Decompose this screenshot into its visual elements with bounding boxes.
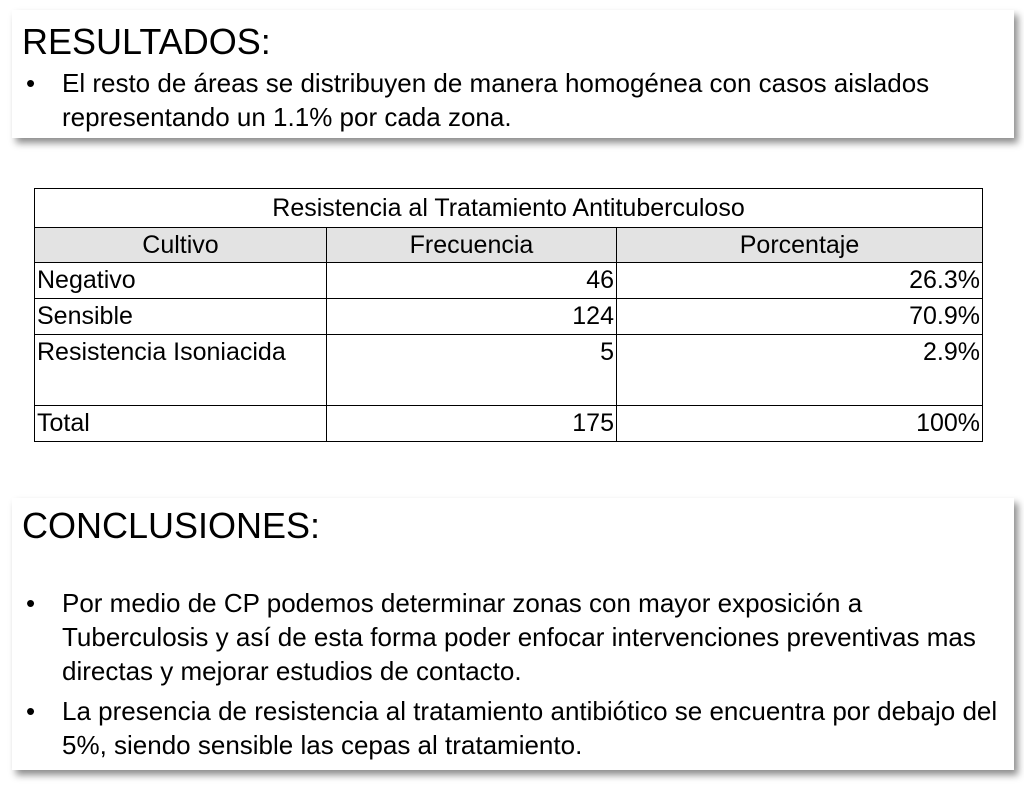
column-header-frecuencia: Frecuencia	[327, 228, 617, 263]
column-header-cultivo: Cultivo	[35, 228, 327, 263]
cell-frecuencia: 124	[327, 299, 617, 335]
cell-cultivo: Total	[35, 406, 327, 442]
cell-porcentaje: 70.9%	[617, 299, 983, 335]
cell-porcentaje: 2.9%	[617, 335, 983, 406]
resistance-table	[34, 188, 983, 442]
table-header-row	[35, 228, 983, 263]
conclusiones-bullet-text: Por medio de CP podemos determinar zonas con mayor exposición a Tuberculosis y así de esta forma poder enfocar intervenciones preventivas mas directas y mejorar estudios de contacto.	[62, 588, 976, 686]
resultados-bullet-text: El resto de áreas se distribuyen de manera homogénea con casos aislados representando un 1.1% por cada zona.	[62, 68, 930, 132]
resultados-heading: RESULTADOS:	[22, 21, 271, 62]
table-row	[35, 335, 983, 406]
cell-frecuencia: 46	[327, 263, 617, 299]
cell-cultivo: Sensible	[35, 299, 327, 335]
cell-porcentaje: 26.3%	[617, 263, 983, 299]
conclusiones-heading: CONCLUSIONES:	[22, 505, 321, 546]
conclusiones-bullet	[26, 586, 1004, 688]
table-title-row	[35, 189, 983, 228]
cell-frecuencia: 5	[327, 335, 617, 406]
table-row	[35, 263, 983, 299]
table-row	[35, 299, 983, 335]
table-row	[35, 406, 983, 442]
column-header-porcentaje: Porcentaje	[617, 228, 983, 263]
conclusiones-bullet	[26, 694, 1004, 762]
bullet-marker: •	[26, 68, 36, 98]
cell-cultivo: Resistencia Isoniacida	[35, 335, 327, 406]
resultados-bullet	[26, 66, 1004, 134]
conclusiones-box	[12, 498, 1014, 770]
bullet-marker: •	[26, 588, 36, 618]
resultados-box	[12, 10, 1014, 138]
conclusiones-bullet-text: La presencia de resistencia al tratamiento antibiótico se encuentra por debajo del 5%, siendo sensible las cepas al tratamiento.	[62, 696, 998, 760]
table-title: Resistencia al Tratamiento Antituberculoso	[35, 189, 983, 228]
cell-porcentaje: 100%	[617, 406, 983, 442]
bullet-marker: •	[26, 696, 36, 726]
cell-cultivo: Negativo	[35, 263, 327, 299]
cell-frecuencia: 175	[327, 406, 617, 442]
